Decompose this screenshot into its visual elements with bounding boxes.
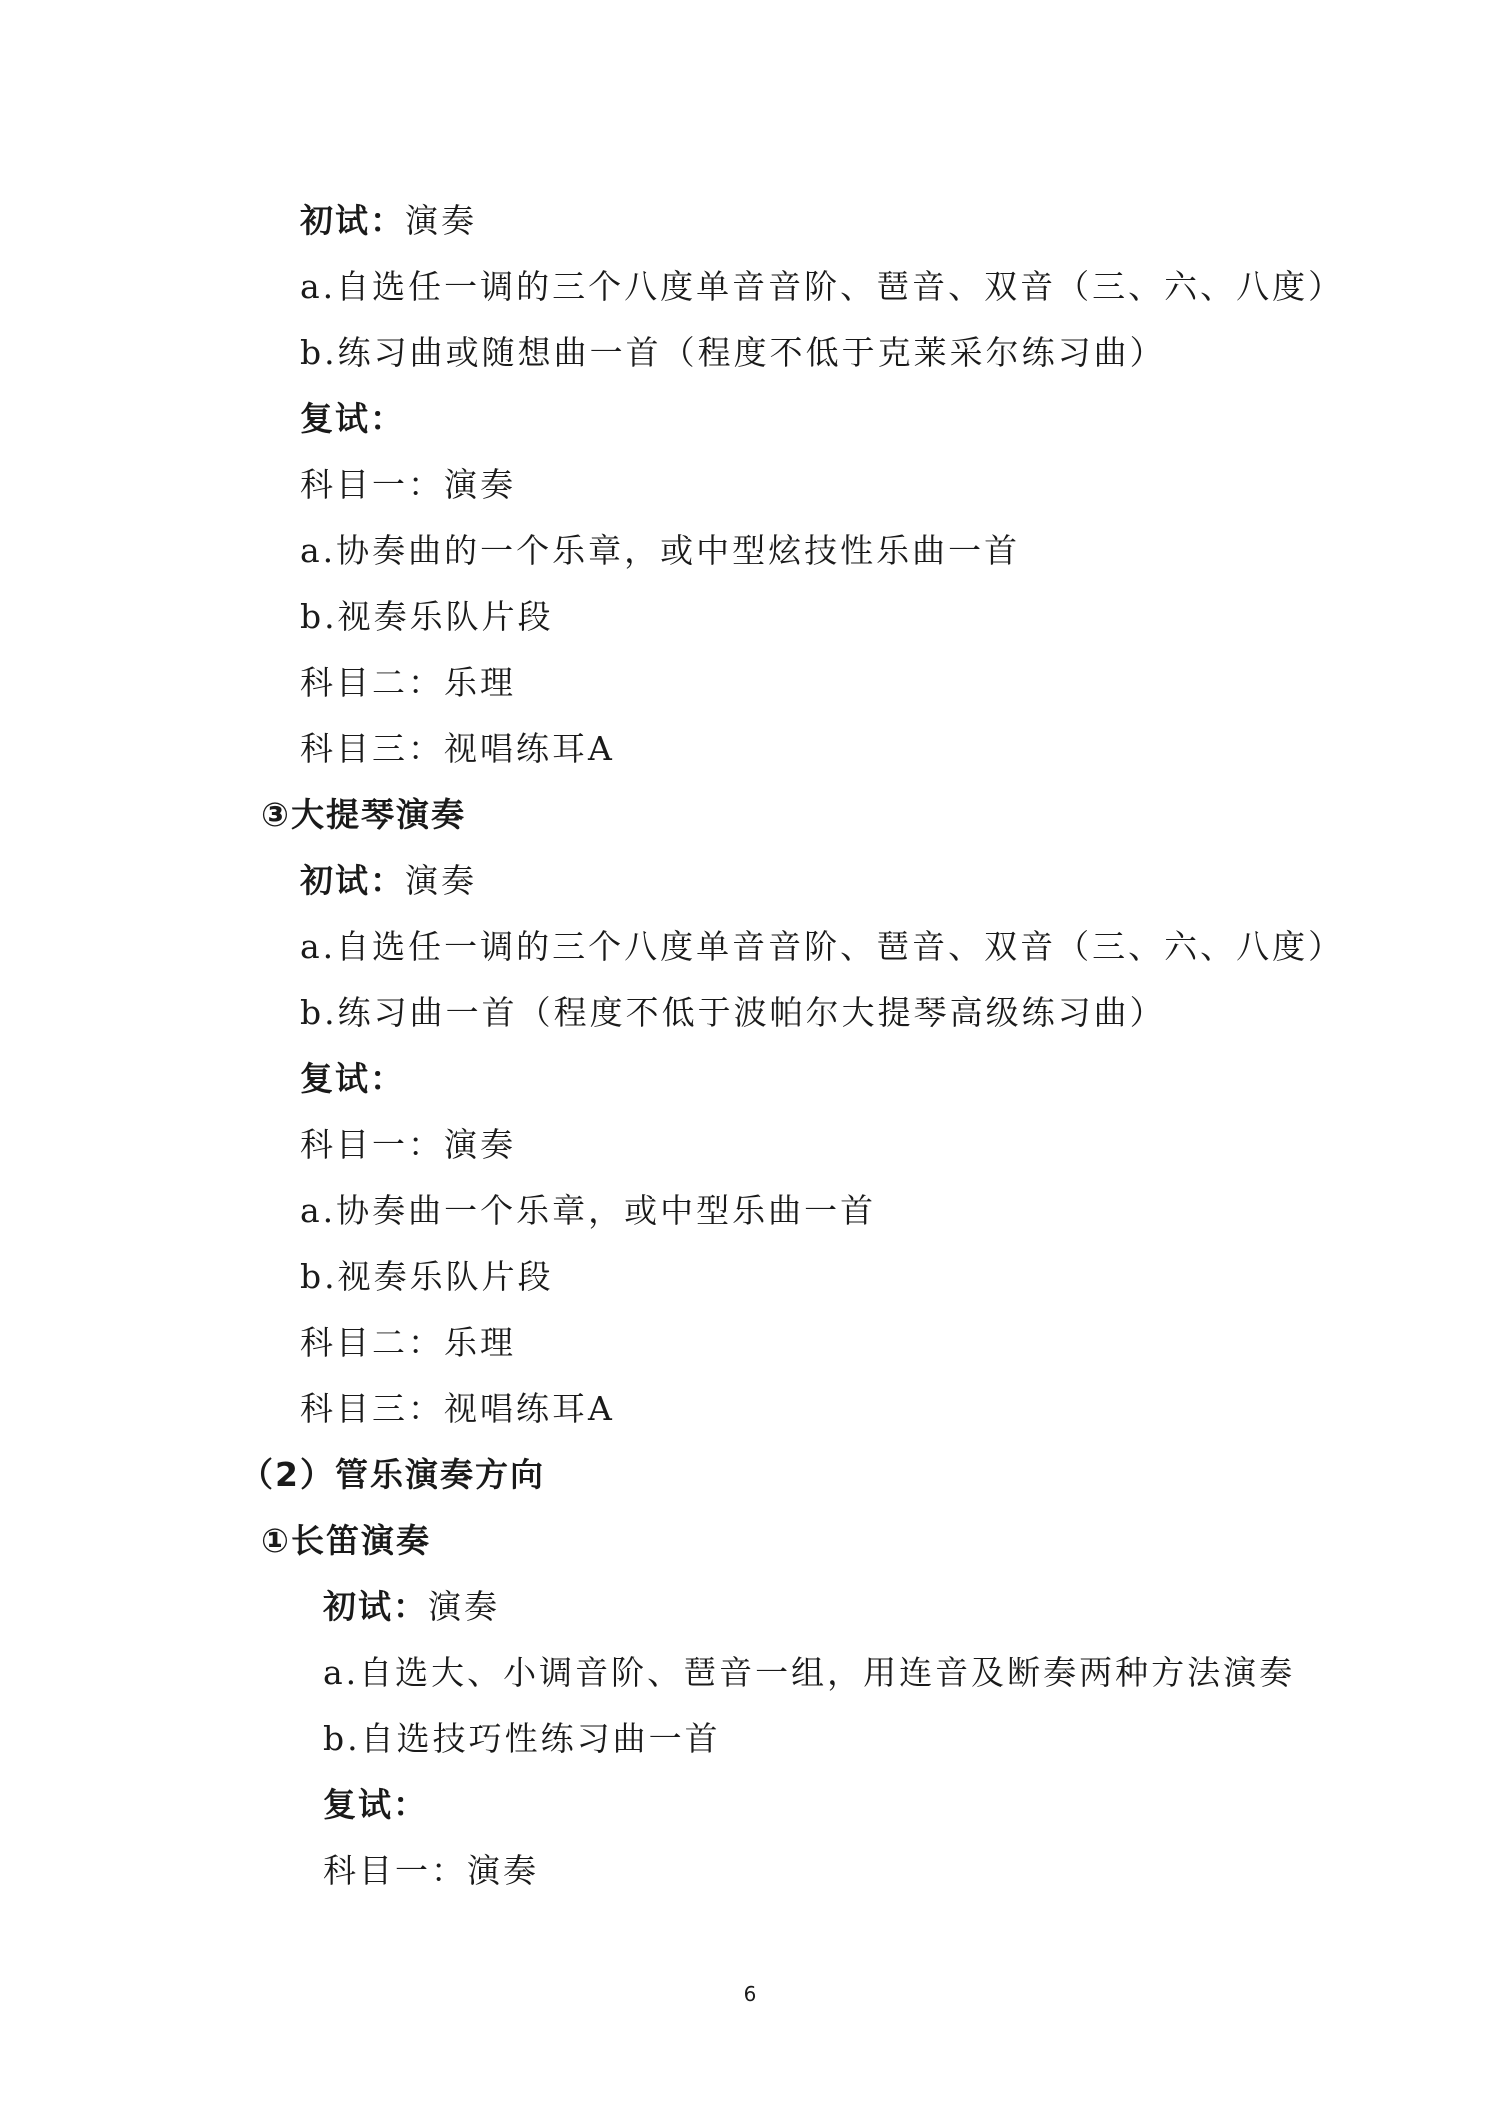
- requirement-item: b.视奏乐队片段: [300, 597, 554, 636]
- second-round-heading: 复试：: [300, 399, 405, 438]
- first-round-label: 初试：: [300, 861, 405, 900]
- subject-line: 科目三：视唱练耳A: [300, 1389, 615, 1428]
- requirement-item: b.自选技巧性练习曲一首: [323, 1719, 721, 1758]
- first-round-label: 初试：: [323, 1587, 428, 1626]
- requirement-item: a.自选任一调的三个八度单音音阶、琶音、双音（三、六、八度）: [300, 927, 1345, 966]
- requirement-item: b.练习曲一首（程度不低于波帕尔大提琴高级练习曲）: [300, 993, 1166, 1032]
- first-round-heading: [323, 1587, 500, 1627]
- requirement-item: a.协奏曲的一个乐章，或中型炫技性乐曲一首: [300, 531, 1021, 570]
- requirement-item: a.自选任一调的三个八度单音音阶、琶音、双音（三、六、八度）: [300, 267, 1345, 306]
- page-number: 6: [743, 1982, 757, 2006]
- first-round-subject: 演奏: [405, 861, 477, 900]
- subject-line: 科目一：演奏: [300, 1125, 516, 1164]
- subject-line: 科目二：乐理: [300, 663, 516, 702]
- requirement-item: a.自选大、小调音阶、琶音一组，用连音及断奏两种方法演奏: [323, 1653, 1296, 1692]
- requirement-item: b.视奏乐队片段: [300, 1257, 554, 1296]
- instrument-heading-flute: ①长笛演奏: [261, 1521, 431, 1560]
- subject-line: 科目一：演奏: [323, 1851, 539, 1890]
- requirement-item: a.协奏曲一个乐章，或中型乐曲一首: [300, 1191, 877, 1230]
- requirement-item: b.练习曲或随想曲一首（程度不低于克莱采尔练习曲）: [300, 333, 1166, 372]
- second-round-heading: 复试：: [300, 1059, 405, 1098]
- instrument-heading-cello: ③大提琴演奏: [261, 795, 466, 834]
- first-round-subject: 演奏: [405, 201, 477, 240]
- subject-line: 科目三：视唱练耳A: [300, 729, 615, 768]
- first-round-label: 初试：: [300, 201, 405, 240]
- first-round-heading: [300, 201, 477, 241]
- subject-line: 科目二：乐理: [300, 1323, 516, 1362]
- subject-line: 科目一：演奏: [300, 465, 516, 504]
- first-round-heading: [300, 861, 477, 901]
- first-round-subject: 演奏: [428, 1587, 500, 1626]
- second-round-heading: 复试：: [323, 1785, 428, 1824]
- section-heading-wind: （2）管乐演奏方向: [240, 1455, 545, 1494]
